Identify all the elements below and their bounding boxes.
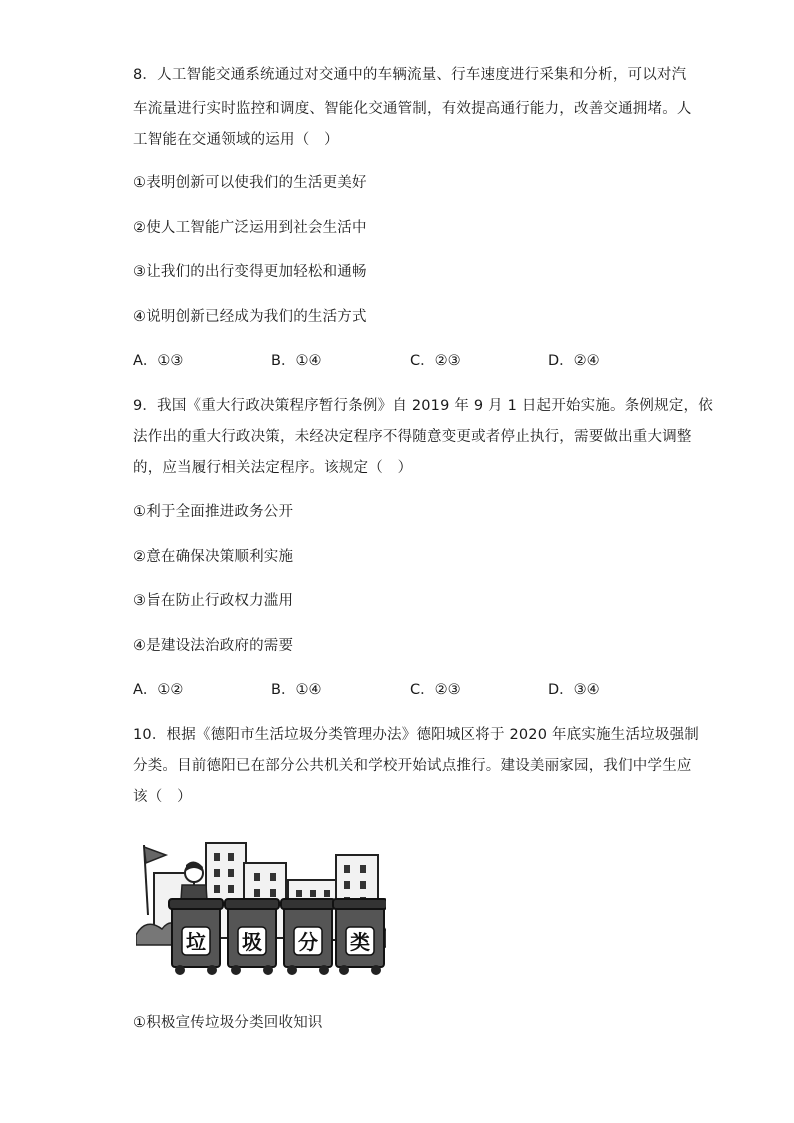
q9-stem-line-2: 法作出的重大行政决策，未经决定程序不得随意变更或者停止执行，需要做出重大调整 <box>133 429 692 445</box>
q9-option-b[interactable]: B．①④ <box>271 682 322 698</box>
garbage-sorting-illustration <box>136 835 386 980</box>
q8-option-c[interactable]: C．②③ <box>410 353 461 369</box>
q8-option-b[interactable]: B．①④ <box>271 353 322 369</box>
q10-stem-line-1: 10．根据《德阳市生活垃圾分类管理办法》德阳城区将于 2020 年底实施生活垃圾强制 <box>133 727 699 743</box>
q8-stem-line-3: 工智能在交通领域的运用（ ） <box>133 132 339 148</box>
flag <box>144 847 166 863</box>
q8-option-a[interactable]: A．①③ <box>133 353 184 369</box>
q9-stem-line-1: 9．我国《重大行政决策程序暂行条例》自 2019 年 9 月 1 日起开始实施。条例规定，依 <box>133 398 713 414</box>
q9-option-d[interactable]: D．③④ <box>548 682 600 698</box>
q9-option-a[interactable]: A．①② <box>133 682 184 698</box>
q10-stem-line-2: 分类。目前德阳已在部分公共机关和学校开始试点推行。建设美丽家园，我们中学生应 <box>133 758 692 774</box>
q8-option-d[interactable]: D．②④ <box>548 353 600 369</box>
bin-4-label: 类 <box>350 930 370 954</box>
q8-stem-line-1: 8．人工智能交通系统通过对交通中的车辆流量、行车速度进行采集和分析，可以对汽 <box>133 67 687 83</box>
q8-item-4: ④说明创新已经成为我们的生活方式 <box>133 309 367 325</box>
q8-item-1: ①表明创新可以使我们的生活更美好 <box>133 175 367 191</box>
bin-2-label: 圾 <box>242 930 262 954</box>
q9-item-4: ④是建设法治政府的需要 <box>133 638 294 654</box>
bin-1-label: 垃 <box>186 930 206 954</box>
q8-item-2: ②使人工智能广泛运用到社会生活中 <box>133 220 367 236</box>
q10-stem-line-3: 该（ ） <box>133 789 192 805</box>
q9-item-1: ①利于全面推进政务公开 <box>133 504 294 520</box>
q8-item-3: ③让我们的出行变得更加轻松和通畅 <box>133 264 367 280</box>
q9-option-c[interactable]: C．②③ <box>410 682 461 698</box>
q9-stem-line-3: 的，应当履行相关法定程序。该规定（ ） <box>133 460 413 476</box>
bin-3-label: 分 <box>298 930 318 954</box>
q9-item-3: ③旨在防止行政权力滥用 <box>133 593 294 609</box>
q9-item-2: ②意在确保决策顺利实施 <box>133 549 294 565</box>
q8-stem-line-2: 车流量进行实时监控和调度、智能化交通管制，有效提高通行能力，改善交通拥堵。人 <box>133 101 692 117</box>
q10-item-1: ①积极宣传垃圾分类回收知识 <box>133 1015 323 1031</box>
